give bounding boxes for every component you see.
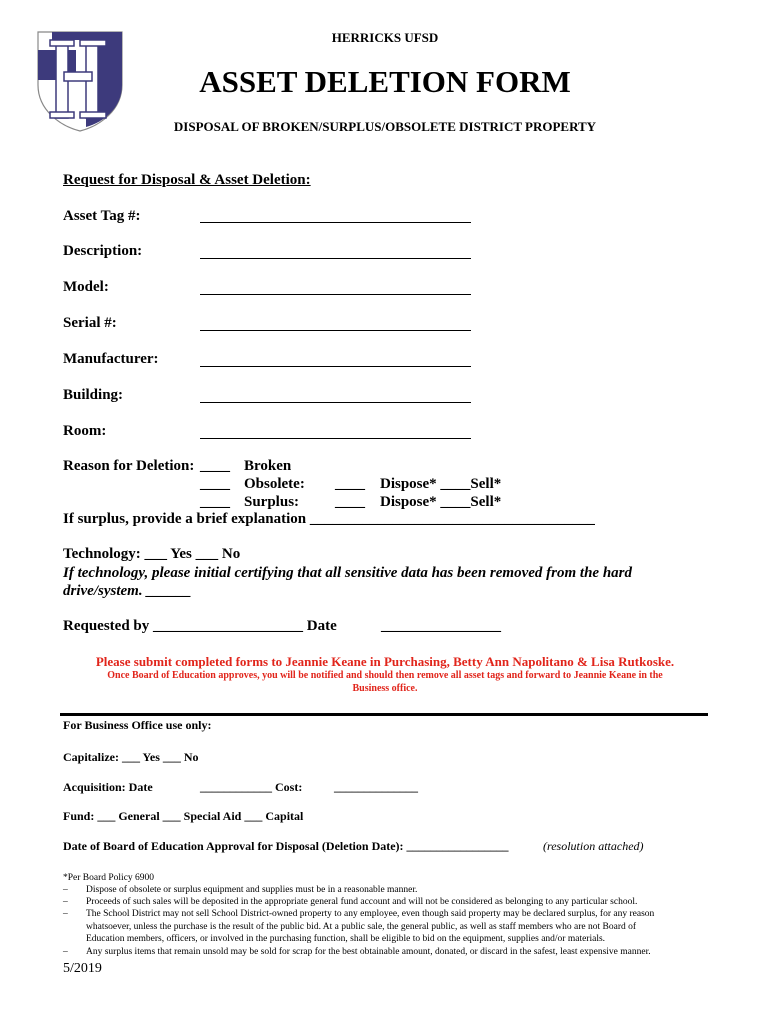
- fund-line[interactable]: Fund: ___ General ___ Special Aid ___ Capital: [63, 809, 304, 823]
- cost-field[interactable]: ______________: [334, 780, 418, 794]
- asset-tag-label: Asset Tag #:: [63, 208, 141, 224]
- serial-field[interactable]: [200, 330, 471, 331]
- approval-notice-2: Business office.: [352, 683, 418, 694]
- district-name: HERRICKS UFSD: [331, 30, 439, 45]
- policy-title: *Per Board Policy 6900: [63, 873, 155, 883]
- obsolete-label: Obsolete:: [244, 476, 305, 492]
- approval-notice-1: Once Board of Education approves, you will be notified and should then remove all asset tags and forward to Jeannie Keane in the: [107, 670, 663, 681]
- room-label: Room:: [63, 423, 107, 439]
- policy-dash: –: [63, 947, 68, 957]
- obsolete-dispose-sell[interactable]: Dispose* ____Sell*: [380, 476, 502, 492]
- acquisition-label: Acquisition: Date: [63, 780, 153, 794]
- broken-blank[interactable]: ____: [200, 458, 230, 474]
- model-field[interactable]: [200, 294, 471, 295]
- requested-by-line[interactable]: Requested by ____________________ Date: [63, 618, 337, 634]
- technology-note-1: If technology, please initial certifying that all sensitive data has been removed from the hard: [63, 565, 633, 581]
- model-label: Model:: [63, 279, 109, 295]
- request-heading: Request for Disposal & Asset Deletion:: [63, 172, 311, 188]
- form-revision-date: 5/2019: [63, 961, 102, 976]
- surplus-blank[interactable]: ____: [200, 494, 230, 510]
- form-subtitle: DISPOSAL OF BROKEN/SURPLUS/OBSOLETE DISTRICT PROPERTY: [173, 119, 597, 134]
- form-title: ASSET DELETION FORM: [199, 64, 571, 99]
- serial-label: Serial #:: [63, 315, 117, 331]
- capitalize-line[interactable]: Capitalize: ___ Yes ___ No: [63, 750, 199, 764]
- asset-tag-field[interactable]: [200, 222, 471, 223]
- business-heading: For Business Office use only:: [63, 718, 212, 732]
- policy-dash: –: [63, 909, 68, 919]
- manufacturer-label: Manufacturer:: [63, 351, 159, 367]
- obsolete-blank[interactable]: ____: [200, 476, 230, 492]
- acquisition-date-field[interactable]: ____________ Cost:: [200, 780, 303, 794]
- building-field[interactable]: [200, 402, 471, 403]
- broken-label: Broken: [244, 458, 292, 474]
- reason-label: Reason for Deletion:: [63, 458, 195, 474]
- policy-item-cont: whatsoever, unless the purchase is the result of the public bid. At a public sale, the general public, as well as staff members who are not Board of: [86, 922, 637, 932]
- description-field[interactable]: [200, 258, 471, 259]
- policy-item: The School District may not sell School District-owned property to any employee, even though said property may be declared surplus, for any reason: [86, 909, 655, 919]
- requested-date-field[interactable]: ________________: [381, 618, 501, 634]
- submit-notice: Please submit completed forms to Jeannie Keane in Purchasing, Betty Ann Napolitano & Lisa Rutkoske.: [95, 654, 675, 669]
- policy-item: Any surplus items that remain unsold may be sold for scrap for the best obtainable amount, donated, or discard in the safest, least expensive manner.: [86, 947, 651, 957]
- surplus-label: Surplus:: [244, 494, 300, 510]
- policy-dash: –: [63, 885, 68, 895]
- surplus-dispose-sell[interactable]: Dispose* ____Sell*: [380, 494, 502, 510]
- description-label: Description:: [63, 243, 143, 259]
- approval-date-line[interactable]: Date of Board of Education Approval for Disposal (Deletion Date): _________________: [63, 839, 509, 853]
- building-label: Building:: [63, 387, 124, 403]
- surplus-dispose-blank[interactable]: ____: [335, 494, 365, 510]
- obsolete-dispose-blank[interactable]: ____: [335, 476, 365, 492]
- technology-line[interactable]: Technology: ___ Yes ___ No: [63, 546, 241, 562]
- room-field[interactable]: [200, 438, 471, 439]
- manufacturer-field[interactable]: [200, 366, 471, 367]
- resolution-note: (resolution attached): [543, 839, 644, 853]
- policy-item: Dispose of obsolete or surplus equipment and supplies must be in a reasonable manner.: [86, 885, 418, 895]
- policy-item-cont: Education members, officers, or involved in the purchasing function, shall be eligible to bid on the equipment, supplies and/or materials.: [86, 934, 606, 944]
- section-divider: [60, 713, 708, 716]
- surplus-explanation[interactable]: If surplus, provide a brief explanation ______________________________________: [63, 511, 595, 527]
- policy-dash: –: [63, 897, 68, 907]
- policy-item: Proceeds of such sales will be deposited in the appropriate general fund account and will not be considered as belonging to any particular school.: [86, 897, 638, 907]
- technology-note-2[interactable]: drive/system. ______: [63, 583, 192, 599]
